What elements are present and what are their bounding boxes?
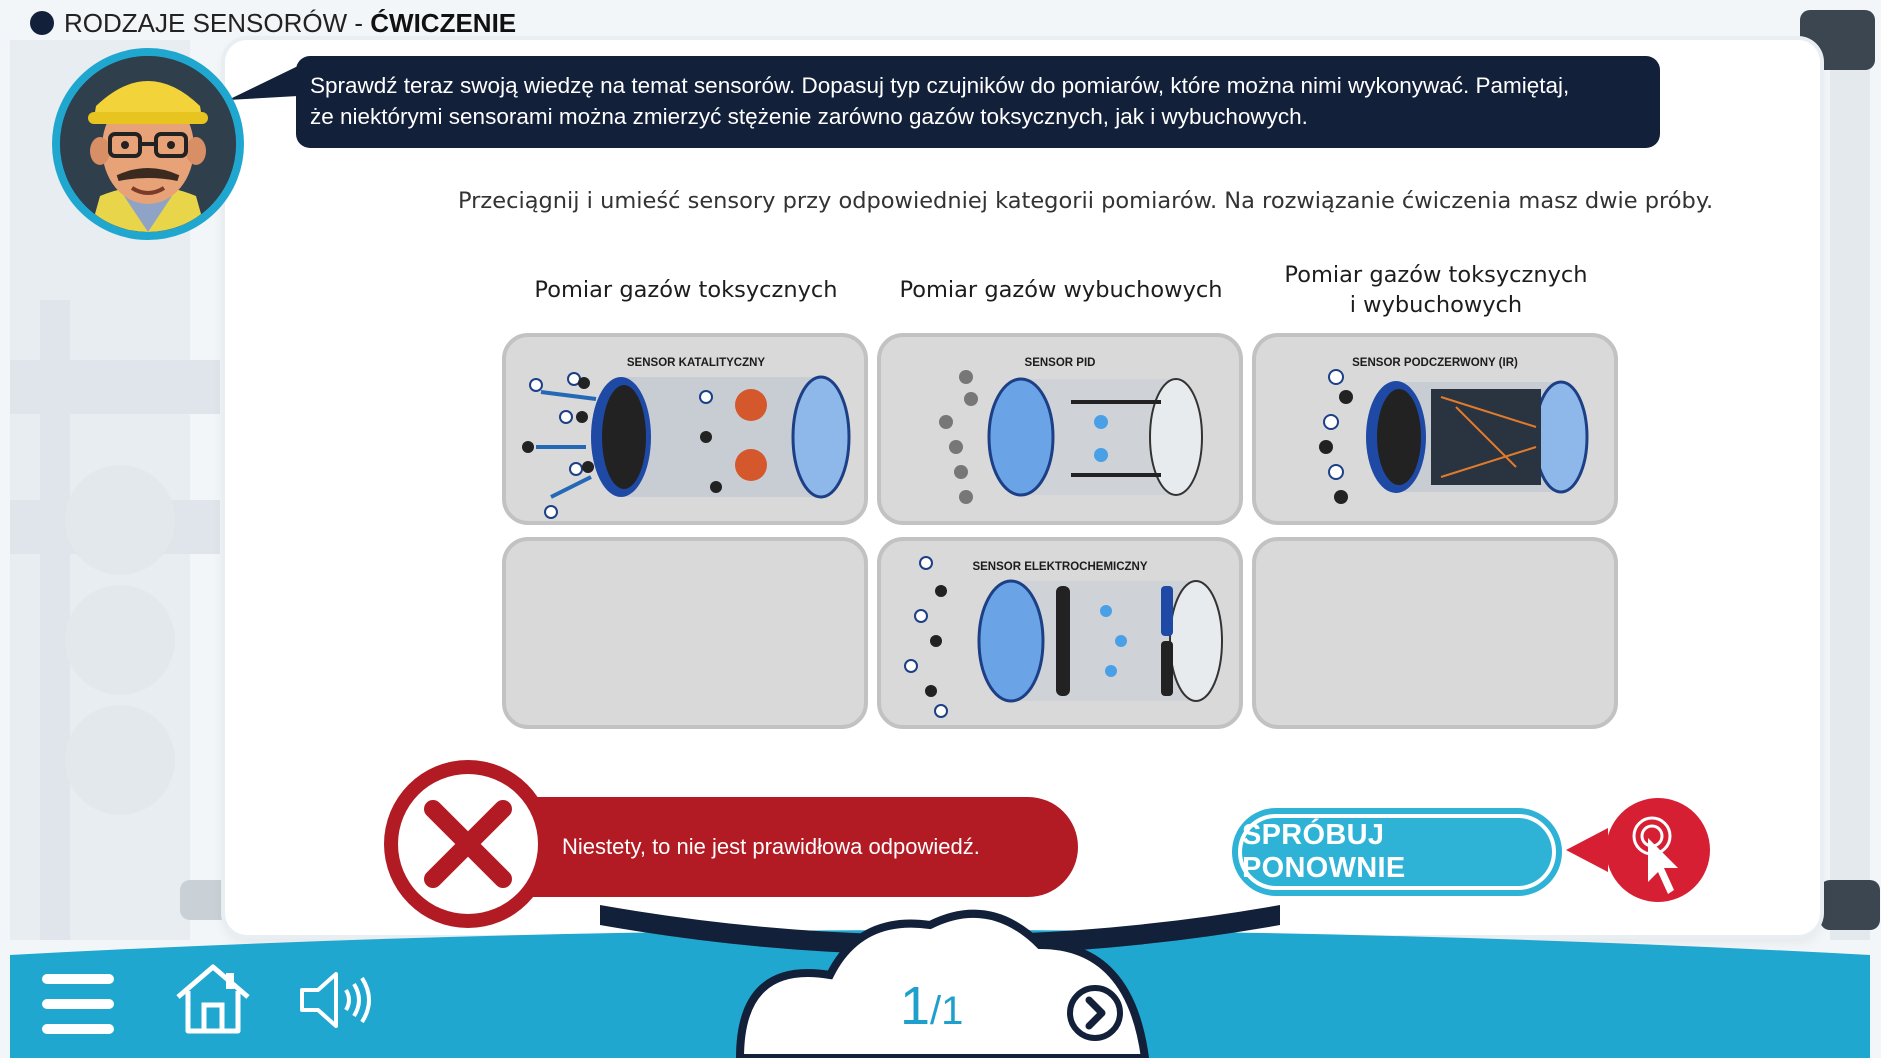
home-button[interactable] [174, 963, 252, 1039]
lesson-header [30, 8, 516, 38]
drop-slot-toxic-2[interactable] [502, 537, 868, 729]
exercise-instruction: Przeciągnij i umieść sensory przy odpowiedniej kategorii pomiarów. Na rozwiązanie ćwiczenia masz dwie próby. [458, 188, 1714, 214]
drop-slot-toxic-explosive-1[interactable] [1252, 333, 1618, 525]
column-title-toxic: Pomiar gazów toksycznych [534, 277, 838, 303]
lesson-title: RODZAJE SENSORÓW - ĆWICZENIE [64, 7, 517, 38]
home-icon [174, 963, 252, 1035]
drop-slot-explosive-2[interactable] [877, 537, 1243, 729]
instructor-avatar [52, 48, 244, 240]
next-page-button[interactable] [1066, 984, 1124, 1046]
drop-slot-explosive-1[interactable] [877, 333, 1243, 525]
column-title-toxic-and-explosive: Pomiar gazów toksycznych i wybuchowych [1284, 262, 1588, 318]
next-arrow-icon [1066, 984, 1124, 1042]
total-pages: 1 [941, 989, 964, 1033]
hamburger-menu-icon [42, 972, 114, 1036]
incorrect-badge [384, 760, 552, 928]
feedback-message: Niestety, to nie jest prawidłowa odpowiedź. [562, 834, 980, 859]
current-page: 1 [900, 976, 931, 1036]
retry-button-label: SPRÓBUJ PONOWNIE [1242, 818, 1552, 886]
drop-slot-toxic-1[interactable] [502, 333, 868, 525]
instructor-speech-bubble [296, 56, 1660, 148]
drop-slot-toxic-explosive-2[interactable] [1252, 537, 1618, 729]
sound-button[interactable] [298, 970, 374, 1034]
retry-button[interactable] [1232, 808, 1562, 896]
speech-text-line-2: że niektórymi sensorami można zmierzyć stężenie zarówno gazów toksycznych, jak i wybuchowych. [310, 104, 1308, 129]
menu-button[interactable] [42, 972, 114, 1040]
sensor-label-electrochemical: SENSOR ELEKTROCHEMICZNY [972, 561, 1148, 573]
click-hint-pointer [1566, 798, 1712, 904]
speaker-icon [298, 970, 374, 1030]
speech-text-line-1: Sprawdź teraz swoją wiedzę na temat sensorów. Dopasuj typ czujników do pomiarów, które można nimi wykonywać. Pamiętaj, [310, 73, 1570, 98]
worker-character-icon [60, 56, 236, 232]
sensor-label-pid: SENSOR PID [1024, 357, 1096, 369]
column-title-explosive: Pomiar gazów wybuchowych [899, 277, 1223, 303]
page-indicator [900, 975, 1000, 1037]
page-separator: / [930, 989, 942, 1033]
sensor-label-catalytic: SENSOR KATALITYCZNY [626, 357, 766, 369]
bullet-dot-icon [30, 11, 54, 35]
close-x-icon [418, 794, 518, 894]
sensor-label-ir: SENSOR PODCZERWONY (IR) [1352, 357, 1518, 369]
